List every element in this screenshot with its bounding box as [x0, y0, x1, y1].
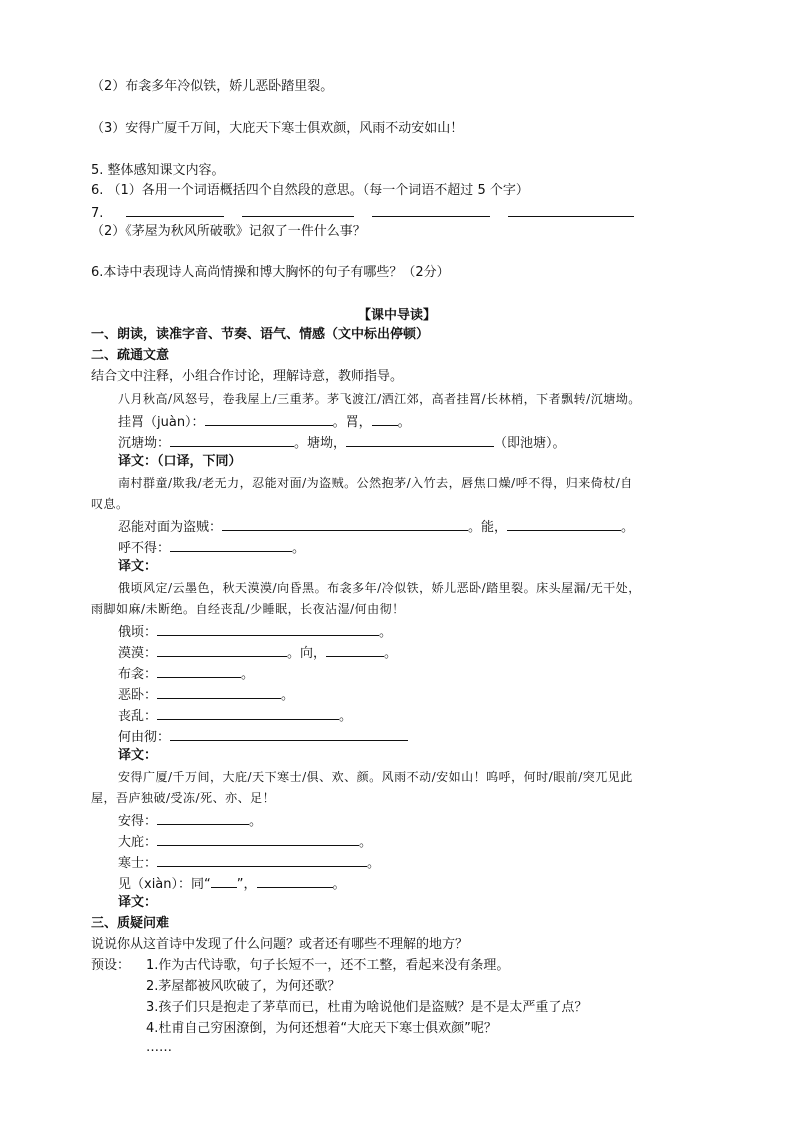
answer-blank[interactable]: [346, 432, 494, 447]
item-7-row: [91, 202, 634, 223]
period: 。: [292, 541, 306, 556]
poem-para-1: 八月秋高/风怒号，卷我屋上/三重茅。茅飞渡江/洒江郊，高者挂罥/长林梢，下者飘转/沉塘坳。: [118, 392, 641, 406]
gloss-e: [118, 621, 392, 642]
gloss-mid: ”，: [236, 877, 257, 892]
period: 。: [332, 877, 346, 892]
gloss-mid: 。能，: [468, 520, 508, 535]
period: 。: [367, 856, 381, 871]
q2-line: （2）布衾多年冷似铁，娇儿恶卧踏里裂。: [91, 79, 334, 94]
gloss-label: 丧乱：: [118, 709, 158, 724]
gloss-label: 沉塘坳：: [118, 436, 171, 451]
section-title: 【课中导读】: [357, 308, 436, 323]
period: 。: [339, 709, 353, 724]
item-7-number: 7.: [91, 206, 104, 221]
list-item: 2.茅屋都被风吹破了，为何还歌？: [146, 979, 341, 994]
item-6: 6. （1）各用一个词语概括四个自然段的意思。（每一个词语不超过 5 个字）: [91, 183, 529, 198]
list-item: 4.杜甫自己穷困潦倒，为何还想着“大庇天下寒士俱欢颜”呢？: [146, 1021, 497, 1036]
answer-blank[interactable]: [170, 432, 294, 447]
translation-label-2: 译文：: [118, 559, 158, 574]
gloss-chen: [118, 432, 566, 453]
gloss-han: [118, 852, 380, 873]
translation-label-1: 译文：（口译，下同）: [118, 454, 242, 469]
period: 。: [397, 415, 411, 430]
gloss-he: [118, 726, 408, 747]
poem-para-2b: 叹息。: [91, 497, 129, 511]
answer-blank[interactable]: [170, 537, 292, 552]
answer-blank[interactable]: [205, 411, 333, 426]
period: 。: [359, 835, 373, 850]
answer-blank-1[interactable]: [126, 202, 224, 217]
gloss-mid: 。塘坳，: [294, 436, 347, 451]
ellipsis: ……: [146, 1040, 172, 1055]
answer-blank[interactable]: [157, 642, 287, 657]
gloss-label: 忍能对面为盗贼：: [118, 520, 223, 535]
answer-blank[interactable]: [157, 852, 367, 867]
translation-label-4: 译文：: [118, 895, 158, 910]
period: 。: [241, 667, 255, 682]
gloss-an: [118, 810, 262, 831]
answer-blank[interactable]: [157, 684, 281, 699]
period: 。: [384, 646, 398, 661]
poem-para-4a: 安得广厦/千万间，大庇/天下寒士/俱、欢、颜。风雨不动/安如山！呜呼，何时/眼前/突兀见此: [118, 770, 633, 784]
poem-para-3a: 俄顷风定/云墨色，秋天漠漠/向昏黑。布衾多年/冷似铁，娇儿恶卧/踏里裂。床头屋漏/无干处，: [118, 581, 641, 595]
answer-blank[interactable]: [372, 411, 398, 426]
poem-para-4b: 屋，吾庐独破/受冻/死、亦、足！: [91, 791, 276, 805]
part1-heading: 一、朗读，读准字音、节奏、语气、情感（文中标出停顿）: [91, 327, 430, 342]
poem-para-2a: 南村群童/欺我/老无力，忍能对面/为盗贼。公然抱茅/入竹去，唇焦口燥/呼不得，归来倚杖/自: [118, 476, 633, 490]
gloss-label: 大庇：: [118, 835, 158, 850]
period: 。: [621, 520, 635, 535]
gloss-ren: [118, 516, 634, 537]
answer-blank-3[interactable]: [372, 202, 490, 217]
answer-blank[interactable]: [211, 873, 237, 888]
part2-intro: 结合文中注释，小组合作讨论，理解诗意，教师指导。: [91, 369, 404, 384]
item-7-q2: （2）《茅屋为秋风所破歌》记叙了一件什么事？: [91, 224, 366, 239]
answer-blank[interactable]: [157, 663, 241, 678]
part3-prompt: 说说你从这首诗中发现了什么问题？或者还有哪些不理解的地方？: [91, 937, 469, 952]
answer-blank[interactable]: [222, 516, 468, 531]
gloss-sang: [118, 705, 352, 726]
answer-blank[interactable]: [326, 642, 384, 657]
translation-label-3: 译文：: [118, 748, 158, 763]
gloss-label: 恶卧：: [118, 688, 158, 703]
item-5: 5. 整体感知课文内容。: [91, 163, 225, 178]
answer-blank[interactable]: [157, 810, 249, 825]
gloss-label: 安得：: [118, 814, 158, 829]
gloss-gua: [118, 411, 411, 432]
part3-heading: 三、质疑问难: [91, 916, 170, 931]
gloss-end: （即池塘）。: [494, 436, 566, 451]
q3-line: （3）安得广厦千万间，大庇天下寒士俱欢颜，风雨不动安如山！: [91, 121, 464, 136]
period: 。: [281, 688, 295, 703]
gloss-mid: 。向，: [287, 646, 327, 661]
period: 。: [379, 625, 393, 640]
list-item: 1.作为古代诗歌，句子长短不一，还不工整，看起来没有条理。: [146, 958, 510, 973]
list-item: 3.孩子们只是抱走了茅草而已，杜甫为啥说他们是盗贼？是不是太严重了点？: [146, 1000, 588, 1015]
gloss-label: 何由彻：: [118, 730, 171, 745]
gloss-wo: [118, 684, 294, 705]
gloss-label: 漠漠：: [118, 646, 158, 661]
gloss-label: 呼不得：: [118, 541, 171, 556]
answer-blank[interactable]: [157, 831, 359, 846]
gloss-bu: [118, 663, 254, 684]
gloss-label: 挂罥（juàn）：: [118, 415, 205, 430]
answer-blank[interactable]: [507, 516, 621, 531]
answer-blank[interactable]: [257, 873, 333, 888]
period: 。: [249, 814, 263, 829]
gloss-label: 见（xiàn）：同“: [118, 877, 211, 892]
answer-blank-4[interactable]: [508, 202, 634, 217]
answer-blank[interactable]: [157, 621, 379, 636]
gloss-mid: 。罥，: [332, 415, 372, 430]
gloss-label: 寒士：: [118, 856, 158, 871]
gloss-bi: [118, 831, 372, 852]
gloss-hu: [118, 537, 305, 558]
part2-heading: 二、疏通文意: [91, 348, 170, 363]
answer-blank-2[interactable]: [242, 202, 354, 217]
gloss-xian: [118, 873, 346, 894]
answer-blank[interactable]: [157, 705, 339, 720]
answer-blank[interactable]: [170, 726, 408, 741]
preset-label: 预设：: [91, 958, 131, 973]
gloss-label: 布衾：: [118, 667, 158, 682]
gloss-mo: [118, 642, 397, 663]
poem-para-3b: 雨脚如麻/未断绝。自经丧乱/少睡眠，长夜沾湿/何由彻！: [91, 602, 405, 616]
item-6b: 6.本诗中表现诗人高尚情操和博大胸怀的句子有哪些？（2分）: [91, 265, 450, 280]
gloss-label: 俄顷：: [118, 625, 158, 640]
